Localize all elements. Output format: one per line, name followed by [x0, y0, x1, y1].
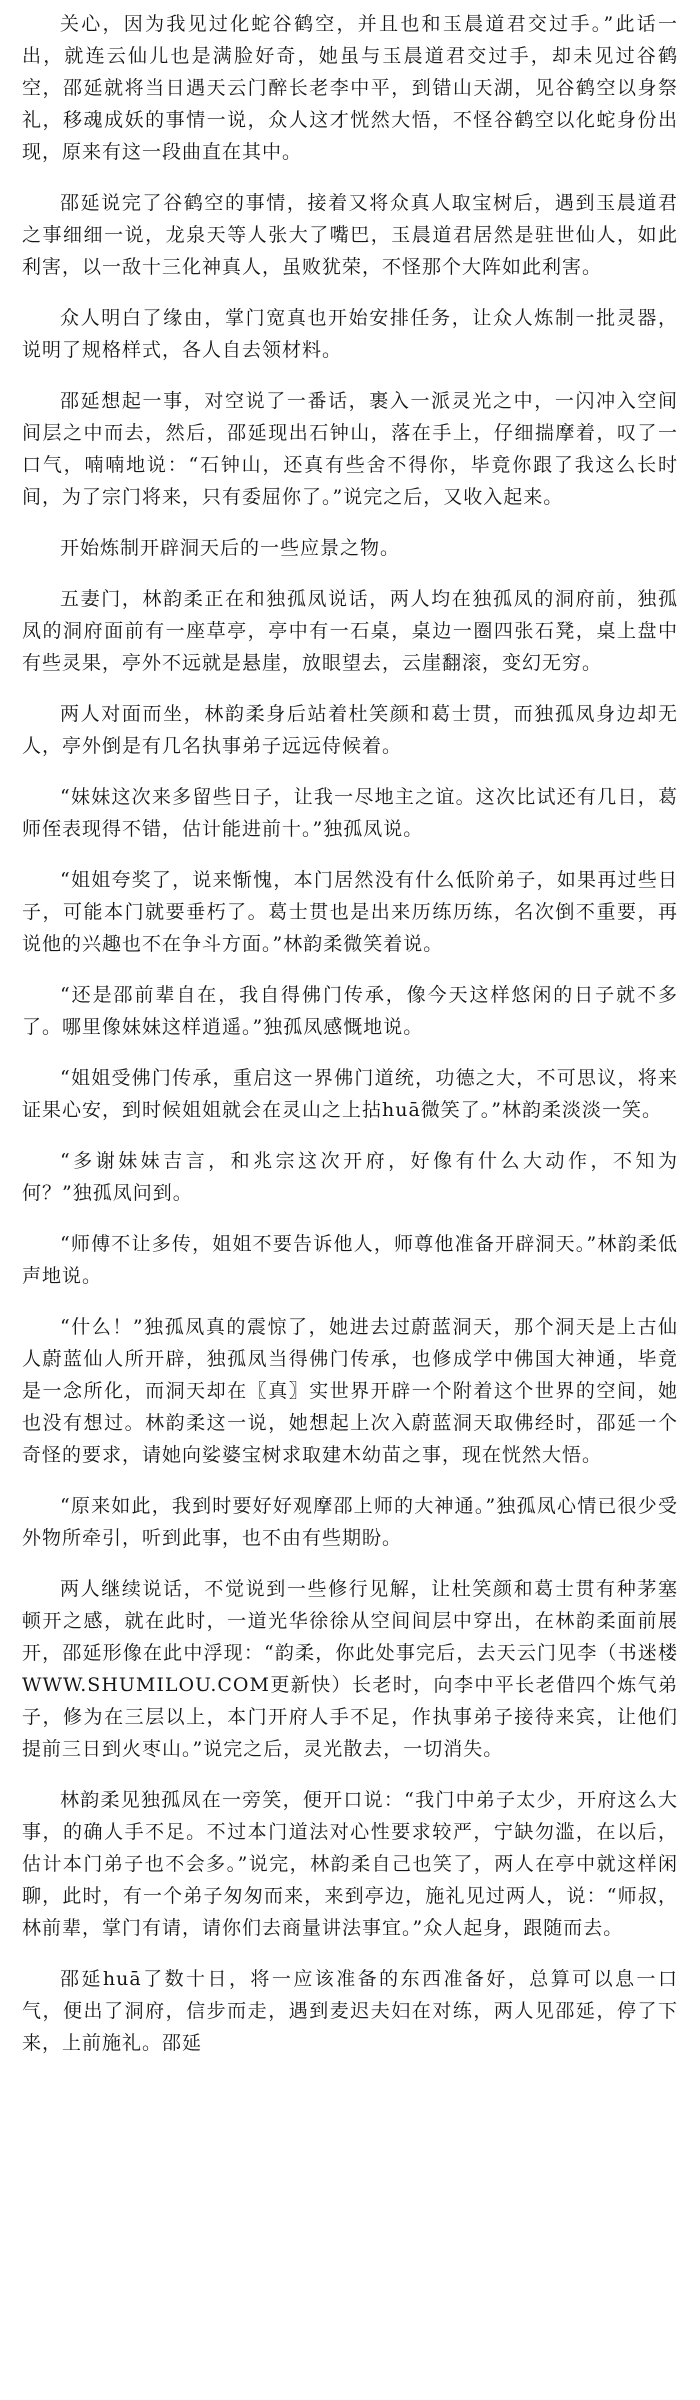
paragraph-17: 林韵柔见独孤凤在一旁笑，便开口说：“我门中弟子太少，开府这么大事，的确人手不足。不过本门道法对心性要求较严，宁缺勿滥，在以后，估计本门弟子也不会多。”说完，林韵柔自己也笑了，两人在亭中就这样闲聊，此时，有一个弟子匆匆而来，来到亭边，施礼见过两人，说：“师叔，林前辈，掌门有请，请你们去商量讲法事宜。”众人起身，跟随而去。: [22, 1789, 678, 1939]
paragraph-14: “什么！”独孤凤真的震惊了，她进去过蔚蓝洞天，那个洞天是上古仙人蔚蓝仙人所开辟，独孤凤当得佛门传承，也修成学中佛国大神通，毕竟是一念所化，而洞天却在〖真〗实世界开辟一个附着这个世界的空间，她也没有想过。林韵柔这一说，她想起上次入蔚蓝洞天取佛经时，邵延一个奇怪的要求，请她向娑婆宝树求取建木幼苗之事，现在恍然大悟。: [22, 1316, 678, 1466]
paragraph-3: 众人明白了缘由，掌门宽真也开始安排任务，让众人炼制一批灵器，说明了规格样式，各人自去领材料。: [22, 307, 678, 361]
paragraph-8: “妹妹这次来多留些日子，让我一尽地主之谊。这次比试还有几日，葛师侄表现得不错，估计能进前十。”独孤凤说。: [22, 786, 678, 840]
paragraph-18: 邵延huā了数十日，将一应该准备的东西准备好，总算可以息一口气，便出了洞府，信步而走，遇到麦迟夫妇在对练，两人见邵延，停了下来，上前施礼。邵延: [22, 1968, 678, 2054]
paragraph-1: 关心，因为我见过化蛇谷鹤空，并且也和玉晨道君交过手。”此话一出，就连云仙儿也是满脸好奇，她虽与玉晨道君交过手，却未见过谷鹤空，邵延就将当日遇天云门醉长老李中平，到错山天湖，见谷鹤空以身祭礼，移魂成妖的事情一说，众人这才恍然大悟，不怪谷鹤空以化蛇身份出现，原来有这一段曲直在其中。: [22, 13, 678, 163]
paragraph-11: “姐姐受佛门传承，重启这一界佛门道统，功德之大，不可思议，将来证果心安，到时候姐姐就会在灵山之上拈huā微笑了。”林韵柔淡淡一笑。: [22, 1067, 678, 1121]
paragraph-12: “多谢妹妹吉言，和兆宗这次开府，好像有什么大动作，不知为何？”独孤凤问到。: [22, 1150, 678, 1204]
paragraph-10: “还是邵前辈自在，我自得佛门传承，像今天这样悠闲的日子就不多了。哪里像妹妹这样逍遥。”独孤凤感慨地说。: [22, 984, 678, 1038]
paragraph-7: 两人对面而坐，林韵柔身后站着杜笑颜和葛士贯，而独孤凤身边却无人，亭外倒是有几名执事弟子远远侍候着。: [22, 703, 678, 757]
paragraph-16: 两人继续说话，不觉说到一些修行见解，让杜笑颜和葛士贯有种茅塞顿开之感，就在此时，一道光华徐徐从空间间层中穿出，在林韵柔面前展开，邵延形像在此中浮现：“韵柔，你此处事完后，去天云门见李（书迷楼WWW.SHUMILOU.COM更新快）长老时，向李中平长老借四个炼气弟子，修为在三层以上，本门开府人手不足，作执事弟子接待来宾，让他们提前三日到火枣山。”说完之后，灵光散去，一切消失。: [22, 1578, 678, 1760]
paragraph-2: 邵延说完了谷鹤空的事情，接着又将众真人取宝树后，遇到玉晨道君之事细细一说，龙泉天等人张大了嘴巴，玉晨道君居然是驻世仙人，如此利害，以一敌十三化神真人，虽败犹荣，不怪那个大阵如此利害。: [22, 192, 678, 278]
paragraph-15: “原来如此，我到时要好好观摩邵上师的大神通。”独孤凤心情已很少受外物所牵引，听到此事，也不由有些期盼。: [22, 1495, 678, 1549]
paragraph-13: “师傅不让多传，姐姐不要告诉他人，师尊他准备开辟洞天。”林韵柔低声地说。: [22, 1233, 678, 1287]
paragraph-5: 开始炼制开辟洞天后的一些应景之物。: [60, 537, 401, 559]
paragraph-9: “姐姐夸奖了，说来惭愧，本门居然没有什么低阶弟子，如果再过些日子，可能本门就要垂朽了。葛士贯也是出来历练历练，名次倒不重要，再说他的兴趣也不在争斗方面。”林韵柔微笑着说。: [22, 869, 678, 955]
paragraph-6: 五妻门，林韵柔正在和独孤凤说话，两人均在独孤凤的洞府前，独孤凤的洞府面前有一座草亭，亭中有一石桌，桌边一圈四张石凳，桌上盘中有些灵果，亭外不远就是悬崖，放眼望去，云崖翻滚，变幻无穷。: [22, 588, 678, 674]
paragraph-4: 邵延想起一事，对空说了一番话，裹入一派灵光之中，一闪冲入空间间层之中而去，然后，邵延现出石钟山，落在手上，仔细揣摩着，叹了一口气，喃喃地说：“石钟山，还真有些舍不得你，毕竟你跟了我这么长时间，为了宗门将来，只有委屈你了。”说完之后，又收入起来。: [22, 390, 678, 508]
